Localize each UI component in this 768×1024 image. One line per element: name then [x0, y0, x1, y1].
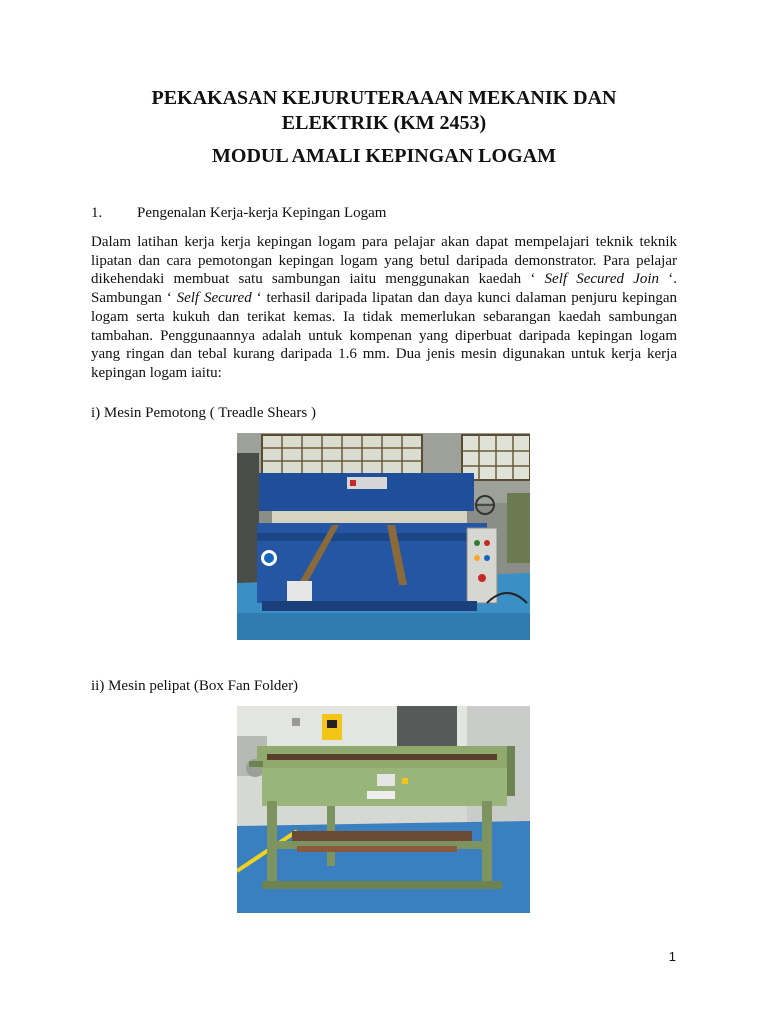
document-subtitle: MODUL AMALI KEPINGAN LOGAM: [212, 145, 556, 167]
section-heading: [91, 205, 386, 222]
title-line-1: PEKAKASAN KEJURUTERAAAN MEKANIK DAN: [151, 87, 617, 109]
para-text-3: ‘ terhasil daripada lipatan dan daya kunci dalaman penjuru kepingan logam serta kukuh dan terikat kemas. Ia tidak memerlukan sebarangan kaedah sambungan tambahan. Penggunaannya adalah untuk kompenan yang diperbuat daripada kepingan logam yang ringan dan tebal kurang daripada 1.6 mm. Dua jenis mesin digunakan untuk kerja kerja kepingan logam iaitu:: [91, 290, 677, 381]
box-fan-folder-photo: [237, 706, 530, 913]
page-number: 1: [668, 949, 676, 964]
intro-paragraph: [91, 233, 677, 383]
para-italic-1: Self Secured Join: [544, 271, 660, 288]
title-line-2: ELEKTRIK (KM 2453): [281, 112, 487, 134]
treadle-shears-photo: [237, 433, 530, 640]
para-text-1: Dalam latihan kerja kerja kepingan logam para pelajar akan dapat mempelajari teknik teknik lipatan dan cara pemotongan kepingan logam yang betul daripada demonstrator. Para pelajar dikehendaki membuat satu sambungan iaitu menggunakan kaedah ‘: [91, 234, 677, 288]
section-number: 1.: [91, 205, 103, 221]
section-title: Pengenalan Kerja-kerja Kepingan Logam: [137, 205, 387, 221]
para-italic-2: Self Secured: [176, 290, 252, 307]
caption-box-fan-folder: ii) Mesin pelipat (Box Fan Folder): [91, 678, 299, 694]
caption-treadle-shears: i) Mesin Pemotong ( Treadle Shears ): [91, 405, 316, 421]
para-text-2: ‘. Sambungan ‘: [91, 271, 677, 307]
document-title: [0, 86, 768, 136]
